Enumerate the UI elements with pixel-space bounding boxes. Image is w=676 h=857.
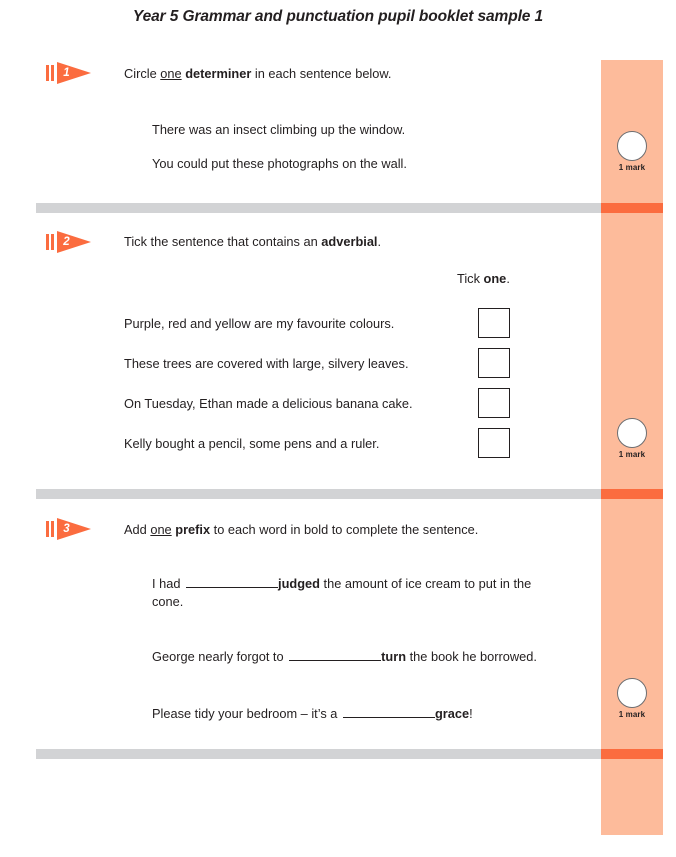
q3-item-bold: turn [381,649,407,664]
tickbox-option-1[interactable] [478,308,510,338]
question-3-item-3 [152,705,582,723]
question-1-sentences [152,121,582,173]
mark-slot-q2 [601,418,663,459]
question-2-option-label [124,355,454,373]
question-3-instruction [124,521,594,538]
mark-band-1 [601,203,663,213]
q3-item-pre: Please tidy your bedroom – it’s a [152,706,341,721]
prefix-blank-input[interactable] [186,576,278,588]
question-2-option-label [124,315,454,333]
q3-instruction-underlined: one [150,522,172,537]
question-3-item-2 [152,648,582,666]
marker-bar-icon [51,521,54,537]
marker-bar-icon [46,521,49,537]
q3-instruction-bold: prefix [175,522,211,537]
q1-instruction-post: in each sentence below. [251,66,392,81]
prefix-blank-input[interactable] [343,706,435,718]
q3-item-pre: I had [152,576,185,591]
q2-instruction-post: . [377,234,382,249]
mark-band-3 [601,749,663,759]
mark-band-2 [601,489,663,499]
marker-bar-icon [51,65,54,81]
section-divider-1 [36,203,601,213]
q3-item-bold: judged [278,576,320,591]
question-marker-1 [46,62,104,84]
q3-item-post: the book he borrowed. [406,649,537,664]
q2-option-text: Kelly bought a pencil, some pens and a ruler. [124,436,380,451]
question-marker-3 [46,518,104,540]
mark-slot-q1 [601,131,663,172]
section-divider-3 [36,749,601,759]
question-marker-2 [46,231,104,253]
mark-label-q1: 1 mark [618,163,646,172]
q1-sentence: You could put these photographs on the wall. [152,156,407,171]
question-number-2: 2 [63,236,70,248]
marker-bar-icon [46,234,49,250]
q2-option-text: On Tuesday, Ethan made a delicious banana cake. [124,396,413,411]
q1-instruction-underlined: one [160,66,182,81]
tick-header-pre: Tick [457,271,484,286]
marker-bar-icon [51,234,54,250]
q3-item-post: ! [469,706,473,721]
page-title: Year 5 Grammar and punctuation pupil booklet sample 1 [132,8,544,25]
prefix-blank-input[interactable] [289,649,381,661]
q2-instruction-pre: Tick the sentence that contains an [124,234,322,249]
mark-slot-q3 [601,678,663,719]
question-2-instruction [124,233,584,250]
mark-label-q2: 1 mark [618,450,646,459]
question-number-1: 1 [63,67,70,79]
q3-item-pre: George nearly forgot to [152,649,288,664]
mark-label-q3: 1 mark [618,710,646,719]
mark-circle-q3[interactable] [617,678,647,708]
tick-header-bold: one [483,271,507,286]
question-3-item-1 [152,575,552,611]
tickbox-option-4[interactable] [478,428,510,458]
q3-item-post: the amount of ice cream to put in the cone. [152,576,532,609]
tickbox-option-2[interactable] [478,348,510,378]
question-2-option-label [124,435,454,453]
question-2-option-label [124,395,454,413]
q3-instruction-pre: Add [124,522,151,537]
question-1-instruction [124,65,584,82]
q1-instruction-bold: determiner [185,66,252,81]
q2-instruction-bold: adverbial [321,234,378,249]
question-number-3: 3 [63,523,70,535]
q3-instruction-post: to each word in bold to complete the sentence. [210,522,479,537]
marker-bar-icon [46,65,49,81]
tick-header-post: . [506,271,510,286]
q2-option-text: These trees are covered with large, silvery leaves. [124,356,409,371]
section-divider-2 [36,489,601,499]
mark-circle-q2[interactable] [617,418,647,448]
q1-sentence: There was an insect climbing up the window. [152,122,406,137]
mark-circle-q1[interactable] [617,131,647,161]
tick-one-header [457,271,510,286]
q2-option-text: Purple, red and yellow are my favourite colours. [124,316,395,331]
tickbox-option-3[interactable] [478,388,510,418]
q1-instruction-pre: Circle [124,66,161,81]
q3-item-bold: grace [434,706,470,721]
